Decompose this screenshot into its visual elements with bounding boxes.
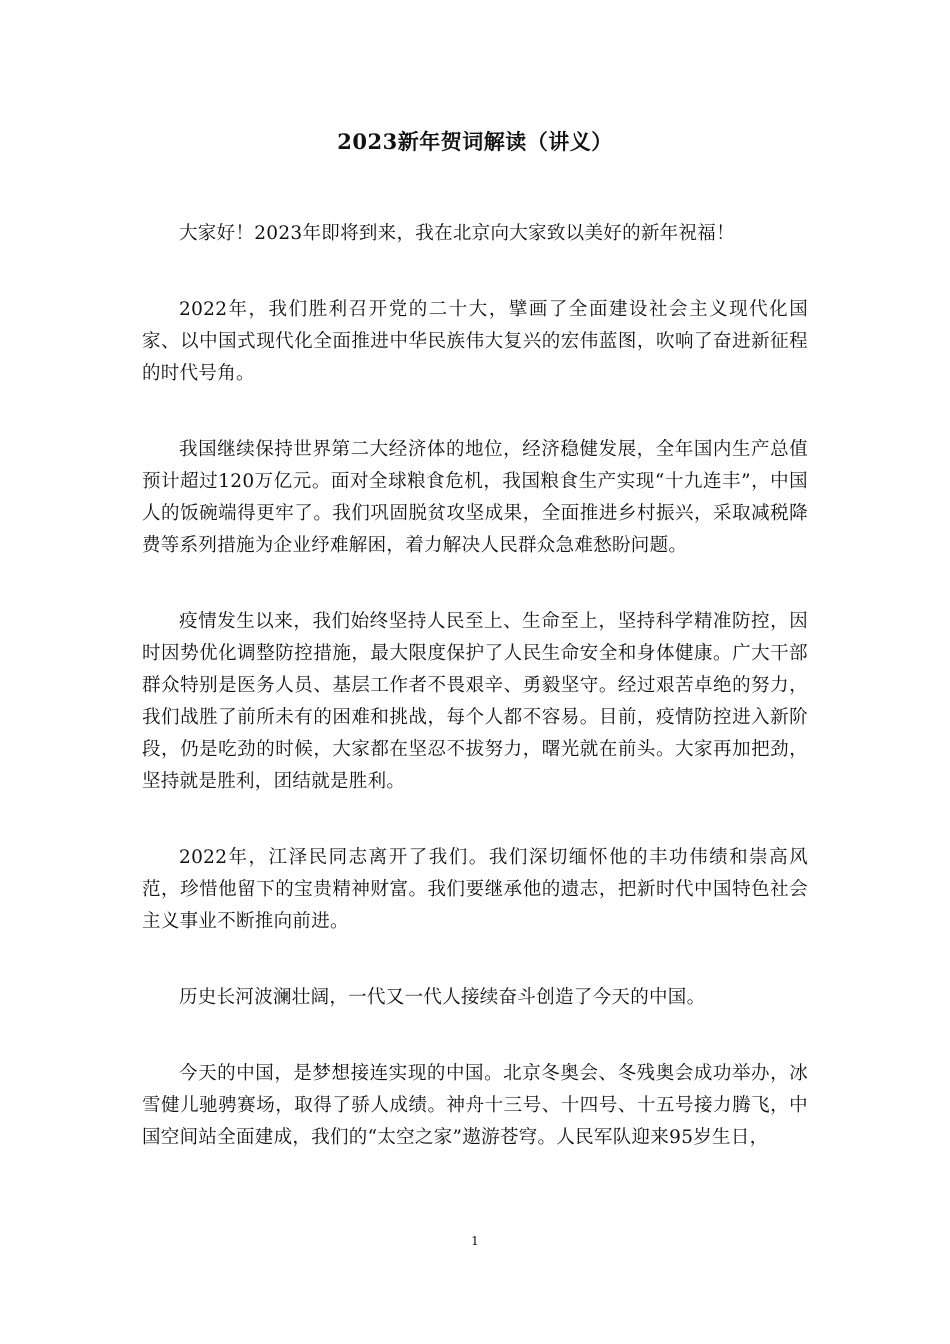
paragraph-3: 我国继续保持世界第二大经济体的地位，经济稳健发展，全年国内生产总值预计超过120万亿元。面对全球粮食危机，我国粮食生产实现“十九连丰”，中国人的饭碗端得更牢了。我们巩固脱贫攻坚成果，全面推进乡村振兴，采取减税降费等系列措施为企业纾难解困，着力解决人民群众急难愁盼问题。 (142, 439, 808, 556)
paragraph-6: 历史长河波澜壮阔，一代又一代人接续奋斗创造了今天的中国。 (179, 987, 706, 1008)
page-number: 1 (471, 1234, 479, 1248)
paragraph-4: 疫情发生以来，我们始终坚持人民至上、生命至上，坚持科学精准防控，因时因势优化调整防控措施，最大限度保护了人民生命安全和身体健康。广大干部群众特别是医务人员、基层工作者不畏艰辛、勇毅坚守。经过艰苦卓绝的努力，我们战胜了前所未有的困难和挑战，每个人都不容易。目前，疫情防控进入新阶段，仍是吃劲的时候，大家都在坚忍不拔努力，曙光就在前头。大家再加把劲，坚持就是胜利，团结就是胜利。 (142, 611, 808, 792)
document-title: 2023新年贺词解读（讲义） (337, 129, 613, 154)
paragraph-5: 2022年，江泽民同志离开了我们。我们深切缅怀他的丰功伟绩和崇高风范，珍惜他留下的宝贵精神财富。我们要继承他的遗志，把新时代中国特色社会主义事业不断推向前进。 (142, 847, 808, 932)
document-body (142, 218, 808, 1198)
paragraph-2: 2022年，我们胜利召开党的二十大，擘画了全面建设社会主义现代化国家、以中国式现代化全面推进中华民族伟大复兴的宏伟蓝图，吹响了奋进新征程的时代号角。 (142, 299, 808, 384)
paragraph-1: 大家好！2023年即将到来，我在北京向大家致以美好的新年祝福！ (179, 223, 735, 244)
paragraph-7: 今天的中国，是梦想接连实现的中国。北京冬奥会、冬残奥会成功举办，冰雪健儿驰骋赛场，取得了骄人成绩。神舟十三号、十四号、十五号接力腾飞，中国空间站全面建成，我们的“太空之家”遨游苍穹。人民军队迎来95岁生日， (142, 1063, 808, 1148)
